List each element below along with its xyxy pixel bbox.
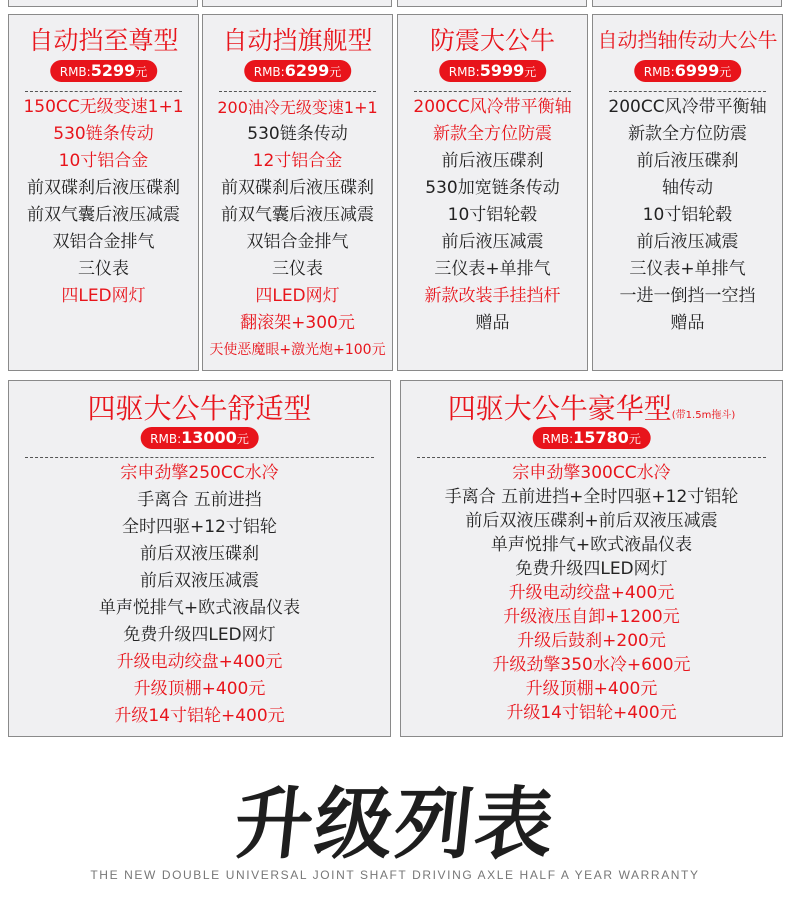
price-amount: 15780 bbox=[573, 428, 629, 447]
feature-item: 前后液压减震 bbox=[441, 232, 544, 252]
price-prefix: RMB: bbox=[253, 65, 285, 79]
feature-item: 前双气囊后液压减震 bbox=[27, 205, 180, 225]
feature-item: 升级后鼓刹+200元 bbox=[517, 631, 666, 651]
price-prefix: RMB: bbox=[150, 432, 182, 446]
price-suffix: 元 bbox=[135, 65, 148, 79]
feature-list bbox=[401, 461, 782, 725]
dashed-divider bbox=[414, 91, 571, 92]
feature-item: 150CC无级变速1+1 bbox=[23, 97, 184, 117]
model-title: 自动挡旗舰型 bbox=[222, 26, 373, 55]
price-badge bbox=[634, 60, 742, 82]
feature-item: 升级顶棚+400元 bbox=[525, 679, 658, 699]
feature-item: 升级顶棚+400元 bbox=[133, 679, 266, 699]
feature-item: 前后双液压减震 bbox=[140, 571, 259, 591]
feature-item: 530链条传动 bbox=[53, 124, 154, 144]
feature-list bbox=[593, 94, 782, 337]
price-badge bbox=[532, 427, 651, 449]
feature-item: 三仪表+单排气 bbox=[629, 259, 746, 279]
price-suffix: 元 bbox=[236, 432, 249, 446]
price-amount: 6299 bbox=[284, 61, 330, 80]
feature-item: 前后双液压碟刹+前后双液压减震 bbox=[465, 511, 718, 531]
feature-item: 宗申劲擎300CC水冷 bbox=[512, 463, 671, 483]
price-badge bbox=[439, 60, 547, 82]
feature-item: 12寸铝合金 bbox=[252, 151, 343, 171]
dashed-divider bbox=[25, 457, 374, 458]
price-amount: 5999 bbox=[479, 61, 525, 80]
model-title: 自动挡至尊型 bbox=[28, 26, 179, 55]
feature-item: 手离合 五前进挡+全时四驱+12寸铝轮 bbox=[444, 487, 739, 507]
feature-item: 升级电动绞盘+400元 bbox=[116, 652, 283, 672]
price-suffix: 元 bbox=[628, 432, 641, 446]
model-card-4 bbox=[592, 14, 783, 371]
dashed-divider bbox=[25, 91, 182, 92]
feature-item: 单声悦排气+欧式液晶仪表 bbox=[490, 535, 693, 555]
model-title: 防震大公牛 bbox=[429, 26, 555, 55]
feature-list bbox=[9, 94, 198, 310]
feature-item: 单声悦排气+欧式液晶仪表 bbox=[98, 598, 301, 618]
feature-item: 四LED网灯 bbox=[61, 286, 146, 306]
feature-item: 升级14寸铝轮+400元 bbox=[506, 703, 677, 723]
feature-item: 200油冷无级变速1+1 bbox=[217, 98, 378, 117]
feature-item: 前后双液压碟刹 bbox=[140, 544, 259, 564]
model-card-3 bbox=[397, 14, 588, 371]
model-title: 四驱大公牛舒适型 bbox=[87, 392, 312, 425]
feature-item: 新款改装手挂挡杆 bbox=[424, 286, 561, 306]
feature-item: 10寸铝合金 bbox=[58, 151, 149, 171]
price-suffix: 元 bbox=[524, 65, 537, 79]
price-prefix: RMB: bbox=[59, 65, 91, 79]
warranty-subtitle: THE NEW DOUBLE UNIVERSAL JOINT SHAFT DRIVING AXLE HALF A YEAR WARRANTY bbox=[90, 868, 700, 882]
price-prefix: RMB: bbox=[542, 432, 574, 446]
feature-item: 一进一倒挡一空挡 bbox=[619, 286, 756, 306]
feature-item: 530加宽链条传动 bbox=[425, 178, 560, 198]
model-card-4wd-comfort bbox=[8, 380, 391, 737]
model-card-1 bbox=[8, 14, 199, 371]
card-top-edge bbox=[8, 0, 198, 7]
feature-list bbox=[9, 460, 390, 730]
price-badge bbox=[50, 60, 158, 82]
upgrade-list-heading: 升级列表 bbox=[230, 780, 560, 870]
card-top-edge bbox=[592, 0, 782, 7]
feature-item: 200CC风冷带平衡轴 bbox=[608, 97, 767, 117]
model-title-row bbox=[401, 387, 782, 427]
model-title: 四驱大公牛豪华型 bbox=[447, 392, 672, 425]
feature-item: 轴传动 bbox=[662, 178, 713, 198]
feature-item: 前后液压减震 bbox=[636, 232, 739, 252]
price-amount: 5299 bbox=[90, 61, 136, 80]
feature-item: 10寸铝轮毂 bbox=[447, 205, 538, 225]
feature-item: 双铝合金排气 bbox=[52, 232, 155, 252]
feature-list bbox=[398, 94, 587, 337]
feature-item: 前后液压碟刹 bbox=[636, 151, 739, 171]
model-card-4wd-luxury bbox=[400, 380, 783, 737]
feature-item: 翻滚架+300元 bbox=[240, 313, 355, 333]
feature-item: 手离合 五前进挡 bbox=[137, 490, 262, 510]
feature-item: 升级液压自卸+1200元 bbox=[503, 607, 680, 627]
feature-item: 天使恶魔眼+激光炮+100元 bbox=[209, 342, 386, 358]
price-prefix: RMB: bbox=[448, 65, 480, 79]
price-prefix: RMB: bbox=[643, 65, 675, 79]
price-amount: 13000 bbox=[181, 428, 237, 447]
feature-item: 530链条传动 bbox=[247, 124, 348, 144]
feature-item: 全时四驱+12寸铝轮 bbox=[122, 517, 277, 537]
feature-item: 免费升级四LED网灯 bbox=[515, 559, 668, 579]
feature-list bbox=[203, 94, 392, 364]
feature-item: 三仪表 bbox=[272, 259, 323, 279]
model-card-2 bbox=[202, 14, 393, 371]
feature-item: 升级劲擎350水冷+600元 bbox=[492, 655, 691, 675]
trailer-note: (带1.5m拖斗) bbox=[671, 410, 736, 421]
feature-item: 赠品 bbox=[670, 313, 705, 333]
feature-item: 200CC风冷带平衡轴 bbox=[413, 97, 572, 117]
feature-item: 升级14寸铝轮+400元 bbox=[114, 706, 285, 726]
feature-item: 赠品 bbox=[475, 313, 510, 333]
feature-item: 10寸铝轮毂 bbox=[642, 205, 733, 225]
feature-item: 四LED网灯 bbox=[255, 286, 340, 306]
dashed-divider bbox=[609, 91, 766, 92]
feature-item: 升级电动绞盘+400元 bbox=[508, 583, 675, 603]
feature-item: 前后液压碟刹 bbox=[441, 151, 544, 171]
feature-item: 三仪表 bbox=[78, 259, 129, 279]
feature-item: 前双碟刹后液压碟刹 bbox=[221, 178, 374, 198]
price-badge bbox=[140, 427, 259, 449]
dashed-divider bbox=[219, 91, 376, 92]
feature-item: 宗申劲擎250CC水冷 bbox=[120, 463, 279, 483]
price-suffix: 元 bbox=[719, 65, 732, 79]
model-title: 自动挡轴传动大公牛 bbox=[597, 28, 778, 52]
feature-item: 新款全方位防震 bbox=[628, 124, 747, 144]
feature-item: 三仪表+单排气 bbox=[434, 259, 551, 279]
price-suffix: 元 bbox=[329, 65, 342, 79]
card-top-edge bbox=[397, 0, 587, 7]
price-amount: 6999 bbox=[674, 61, 720, 80]
feature-item: 新款全方位防震 bbox=[433, 124, 552, 144]
feature-item: 前双碟刹后液压碟刹 bbox=[27, 178, 180, 198]
price-badge bbox=[244, 60, 352, 82]
feature-item: 前双气囊后液压减震 bbox=[221, 205, 374, 225]
feature-item: 双铝合金排气 bbox=[246, 232, 349, 252]
dashed-divider bbox=[417, 457, 766, 458]
feature-item: 免费升级四LED网灯 bbox=[123, 625, 276, 645]
card-top-edge bbox=[202, 0, 392, 7]
